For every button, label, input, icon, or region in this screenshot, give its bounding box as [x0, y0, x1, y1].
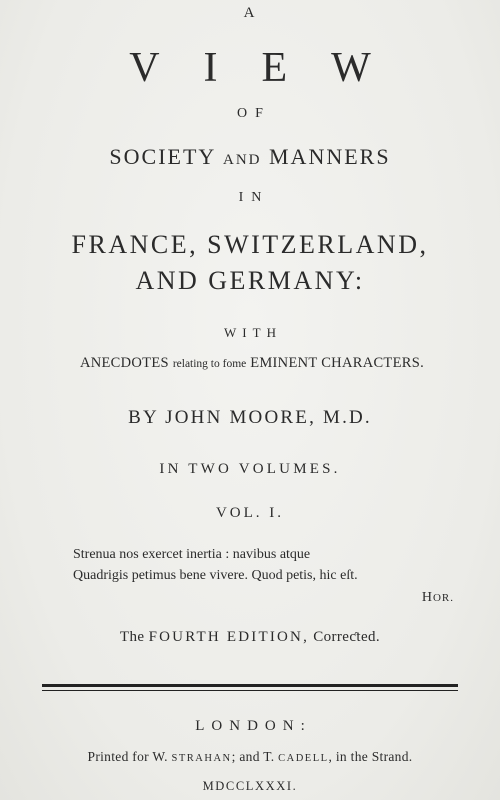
- title-countries-line1: FRANCE, SWITZERLAND,: [71, 230, 429, 259]
- imprint-printers: [0, 750, 500, 765]
- imprint-location: , in the Strand.: [328, 749, 413, 764]
- epigraph-attribution-rest: OR.: [432, 592, 454, 604]
- imprint-and: ; and T.: [231, 749, 275, 764]
- epigraph-line-1: Strenua nos exercet inertia : navibus atque: [73, 547, 311, 562]
- volumes-line: IN TWO VOLUMES.: [159, 461, 341, 477]
- title-countries-line2: AND GERMANY:: [135, 266, 365, 295]
- author-line: BY JOHN MOORE, M.D.: [128, 407, 372, 428]
- subtitle-with: WITH: [224, 325, 282, 340]
- edition-main: FOURTH EDITION,: [148, 629, 310, 645]
- subtitle-relating: relating to fome: [172, 358, 247, 370]
- title-and: AND: [223, 152, 262, 168]
- imprint-date: MDCCLXXXI.: [202, 779, 298, 793]
- subtitle-eminent: EMINENT CHARACTERS.: [250, 355, 425, 371]
- edition-corrected: Correƈted.: [313, 629, 381, 645]
- epigraph-attribution: [422, 591, 454, 605]
- title-society-manners: [0, 146, 500, 168]
- imprint-printed-for: Printed for W.: [87, 749, 168, 764]
- title-of: OF: [237, 106, 271, 121]
- title-view: VIEW: [129, 45, 415, 91]
- edition-line: [0, 630, 500, 645]
- title-society: SOCIETY: [109, 144, 216, 169]
- epigraph-line-2: Quadrigis petimus bene vivere. Quod petis, hic eſt.: [73, 568, 358, 583]
- title-article: A: [243, 5, 257, 21]
- divider-thin: [42, 690, 458, 691]
- subtitle-anecdotes: [2, 356, 500, 371]
- volume-number: VOL. I.: [215, 505, 285, 521]
- subtitle-anecdotes-word: ANECDOTES: [79, 355, 169, 371]
- epigraph-attribution-cap: H: [421, 590, 433, 605]
- edition-the: The: [119, 629, 145, 645]
- imprint-place: LONDON:: [195, 718, 312, 734]
- title-in: IN: [238, 190, 270, 205]
- title-manners: MANNERS: [269, 144, 391, 169]
- divider-thick: [42, 684, 458, 687]
- imprint-printer-2: CADELL: [278, 753, 329, 764]
- imprint-printer-1: STRAHAN: [171, 753, 232, 764]
